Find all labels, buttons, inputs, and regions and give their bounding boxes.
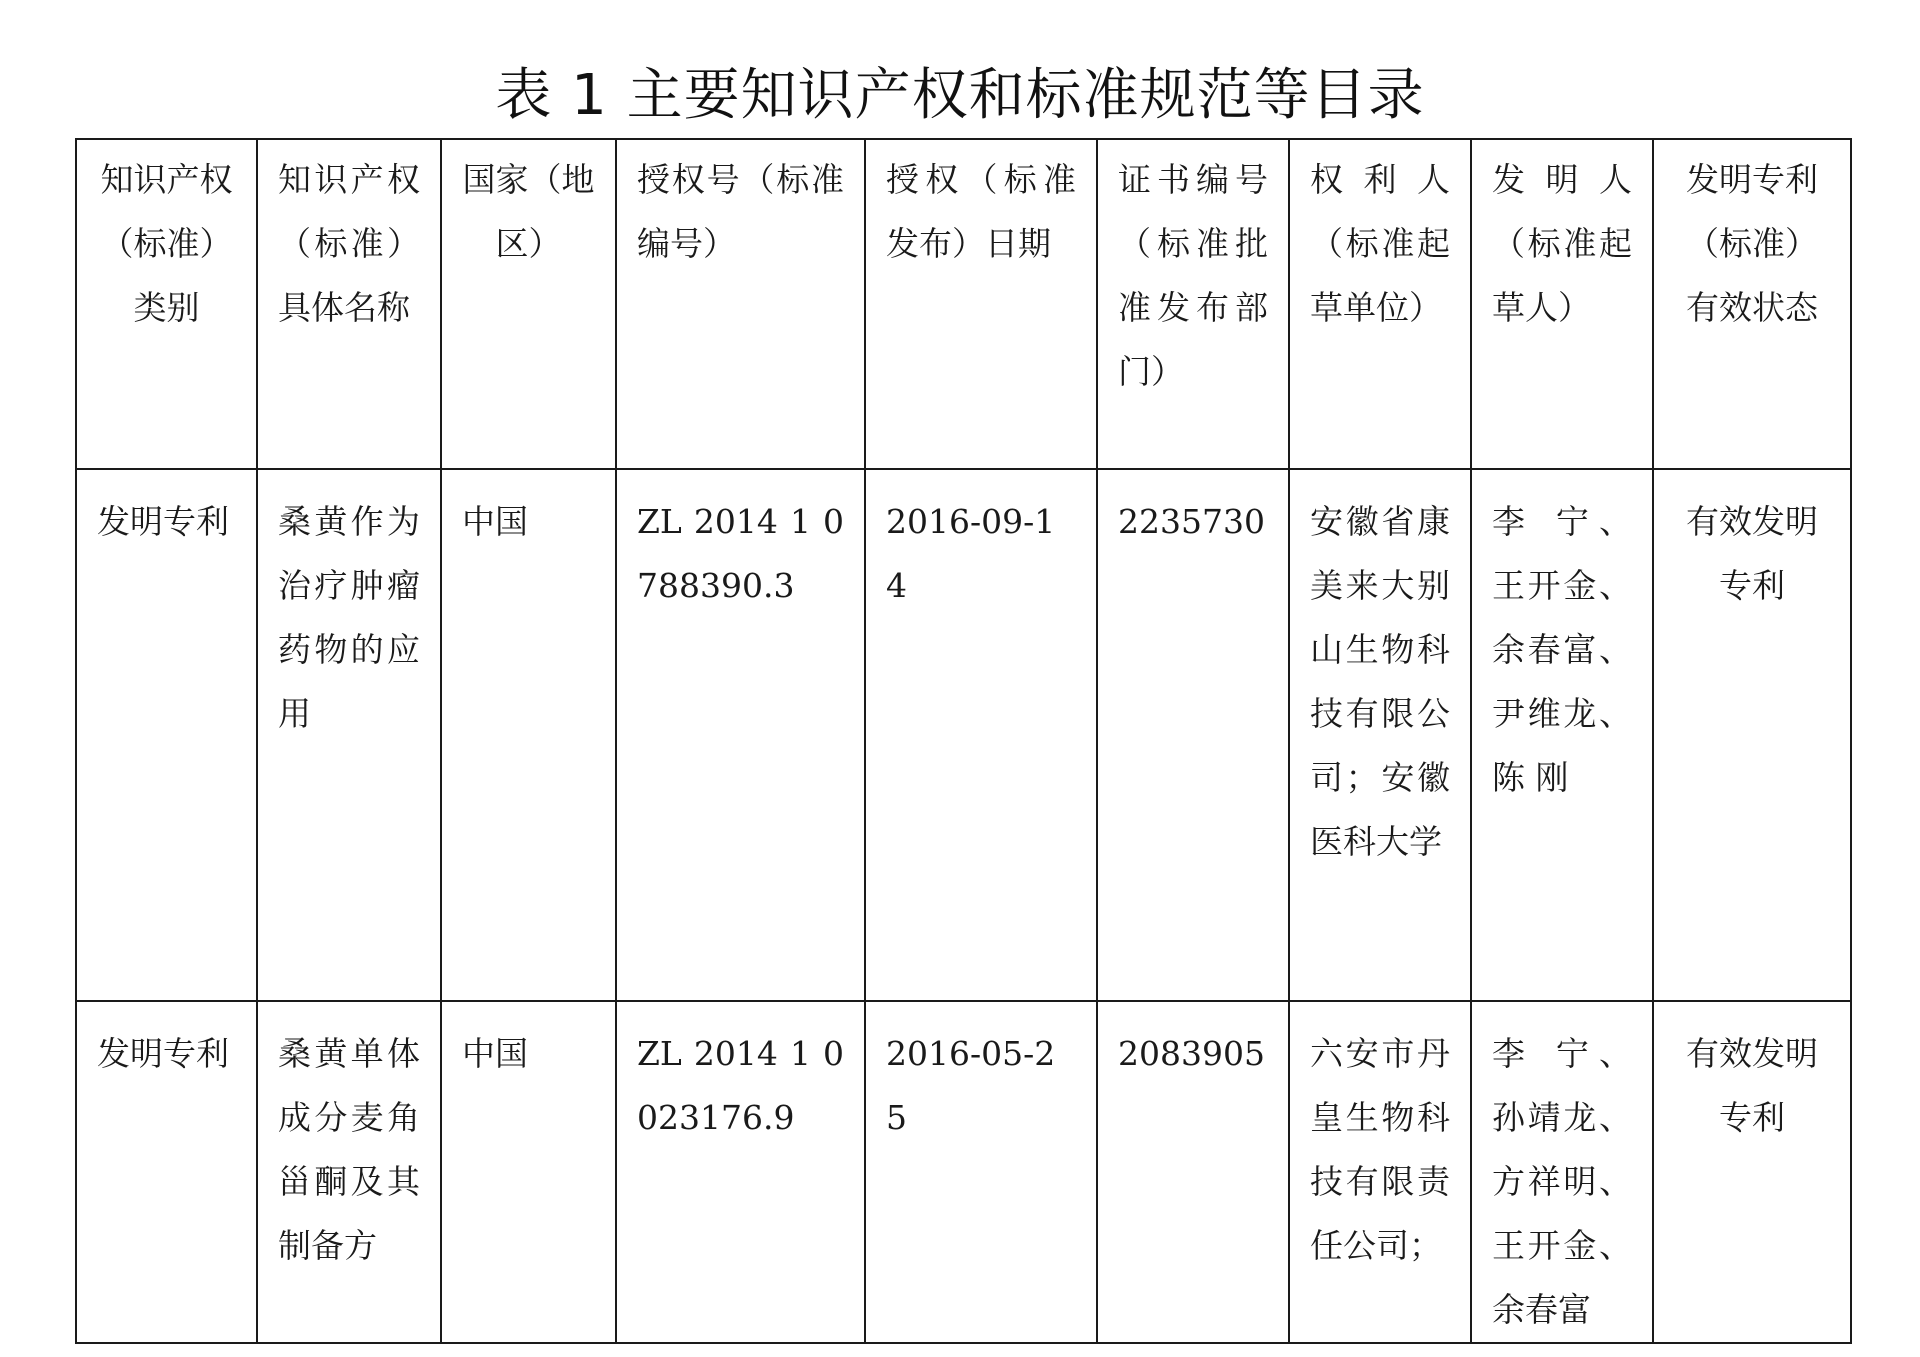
cell-country: 中国 [441, 469, 616, 1001]
cell-cert-no: 2083905 [1097, 1001, 1289, 1343]
cell-inventors: 李 宁、王开金、余春富、尹维龙、陈 刚 [1471, 469, 1653, 1001]
cell-status: 有效发明专利 [1653, 469, 1851, 1001]
cell-owner: 六安市丹皇生物科技有限责任公司； [1289, 1001, 1471, 1343]
header-name: 知识产权（标准）具体名称 [257, 139, 441, 469]
cell-status: 有效发明专利 [1653, 1001, 1851, 1343]
cell-name: 桑黄作为治疗肿瘤药物的应用 [257, 469, 441, 1001]
table-row [76, 1001, 1851, 1343]
header-grant-no: 授权号（标准编号） [616, 139, 865, 469]
cell-grant-no: ZL 2014 1 0023176.9 [616, 1001, 865, 1343]
cell-cert-no: 2235730 [1097, 469, 1289, 1001]
cell-country: 中国 [441, 1001, 616, 1343]
header-owner: 权利人（标准起草单位） [1289, 139, 1471, 469]
cell-owner: 安徽省康美来大别山生物科技有限公司；安徽医科大学 [1289, 469, 1471, 1001]
cell-inventors: 李 宁、孙靖龙、方祥明、王开金、余春富 [1471, 1001, 1653, 1343]
cell-name: 桑黄单体成分麦角甾酮及其制备方 [257, 1001, 441, 1343]
cell-category: 发明专利 [76, 1001, 257, 1343]
cell-date: 2016-05-25 [865, 1001, 1097, 1343]
cell-category: 发明专利 [76, 469, 257, 1001]
header-category: 知识产权（标准）类别 [76, 139, 257, 469]
header-status: 发明专利（标准）有效状态 [1653, 139, 1851, 469]
header-country: 国家（地区） [441, 139, 616, 469]
cell-date: 2016-09-14 [865, 469, 1097, 1001]
table-header-row [76, 139, 1851, 469]
table-row [76, 469, 1851, 1001]
page-title: 表 1 主要知识产权和标准规范等目录 [495, 63, 1425, 128]
header-cert-no: 证书编号（标准批准发布部门） [1097, 139, 1289, 469]
header-date: 授权（标准发布）日期 [865, 139, 1097, 469]
header-inventors: 发明人（标准起草人） [1471, 139, 1653, 469]
ip-table [75, 138, 1852, 1344]
cell-grant-no: ZL 2014 1 0788390.3 [616, 469, 865, 1001]
